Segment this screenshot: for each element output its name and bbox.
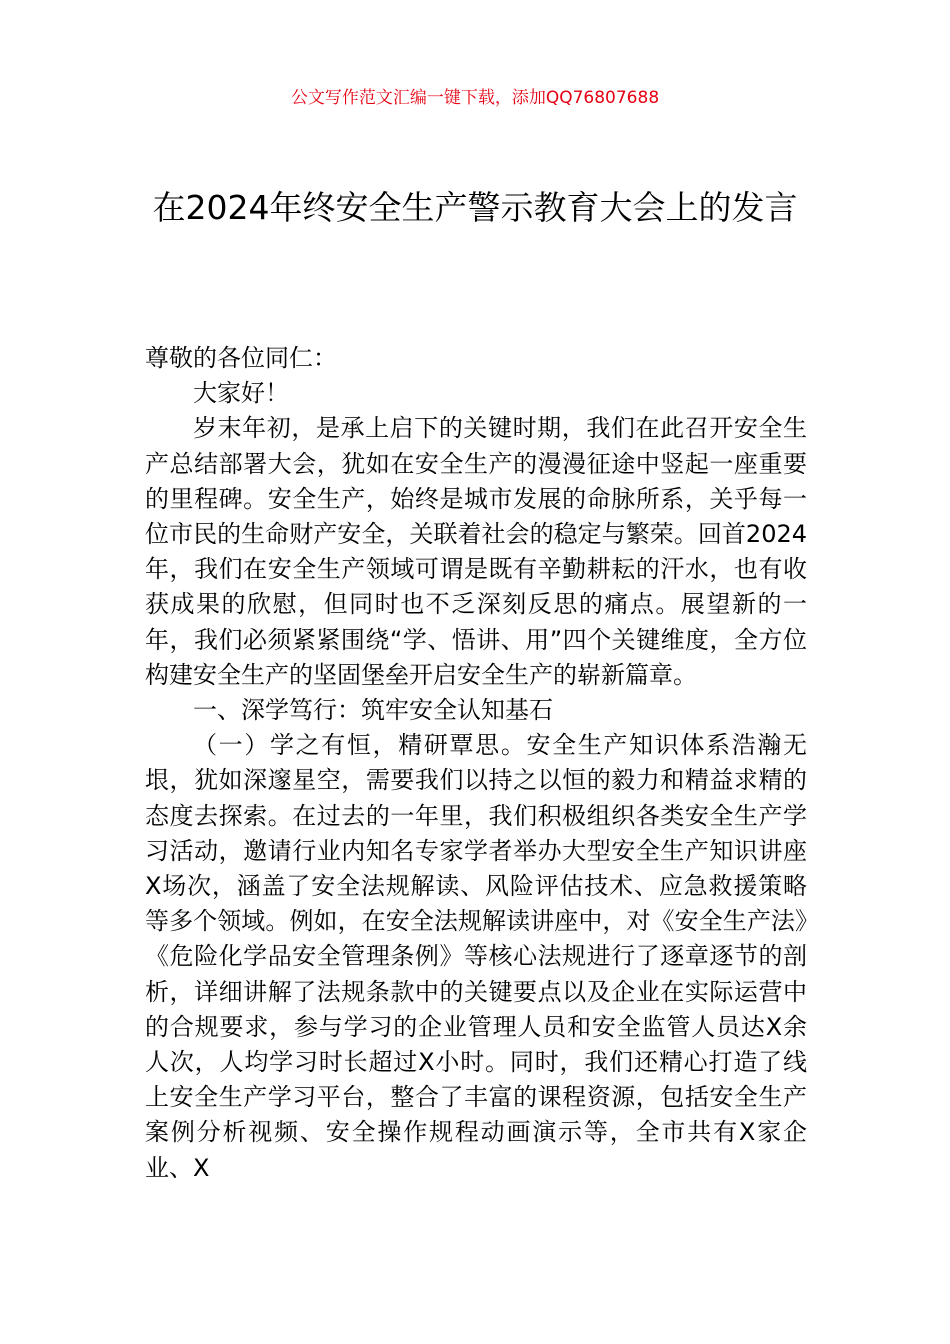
- document-body: [145, 341, 807, 1186]
- promo-header-text: 公文写作范文汇编一键下载，添加QQ76807688: [290, 88, 660, 108]
- paragraph-subsection: （一）学之有恒，精研覃思。安全生产知识体系浩瀚无垠，犹如深邃星空，需要我们以持之以恒的毅力和精益求精的态度去探索。在过去的一年里，我们积极组织各类安全生产学习活动，邀请行业内知名专家学者举办大型安全生产知识讲座X场次，涵盖了安全法规解读、风险评估技术、应急救援策略等多个领域。例如，在安全法规解读讲座中，对《安全生产法》《危险化学品安全管理条例》等核心法规进行了逐章逐节的剖析，详细讲解了法规条款中的关键要点以及企业在实际运营中的合规要求，参与学习的企业管理人员和安全监管人员达X余人次，人均学习时长超过X小时。同时，我们还精心打造了线上安全生产学习平台，整合了丰富的课程资源，包括安全生产案例分析视频、安全操作规程动画演示等，全市共有X家企业、X: [145, 731, 807, 1182]
- paragraph-intro: 岁末年初，是承上启下的关键时期，我们在此召开安全生产总结部署大会，犹如在安全生产的漫漫征途中竖起一座重要的里程碑。安全生产，始终是城市发展的命脉所系，关乎每一位市民的生命财产安全，关联着社会的稳定与繁荣。回首2024年，我们在安全生产领域可谓是既有辛勤耕耘的汗水，也有收获成果的欣慰，但同时也不乏深刻反思的痛点。展望新的一年，我们必须紧紧围绕“学、悟讲、用”四个关键维度，全方位构建安全生产的坚固堡垒开启安全生产的崭新篇章。: [145, 414, 807, 689]
- greeting: 大家好！: [193, 379, 289, 408]
- document-title: 在2024年终安全生产警示教育大会上的发言: [152, 188, 798, 227]
- salutation: 尊敬的各位同仁：: [145, 344, 337, 372]
- section-heading: 一、深学笃行：筑牢安全认知基石: [193, 696, 553, 725]
